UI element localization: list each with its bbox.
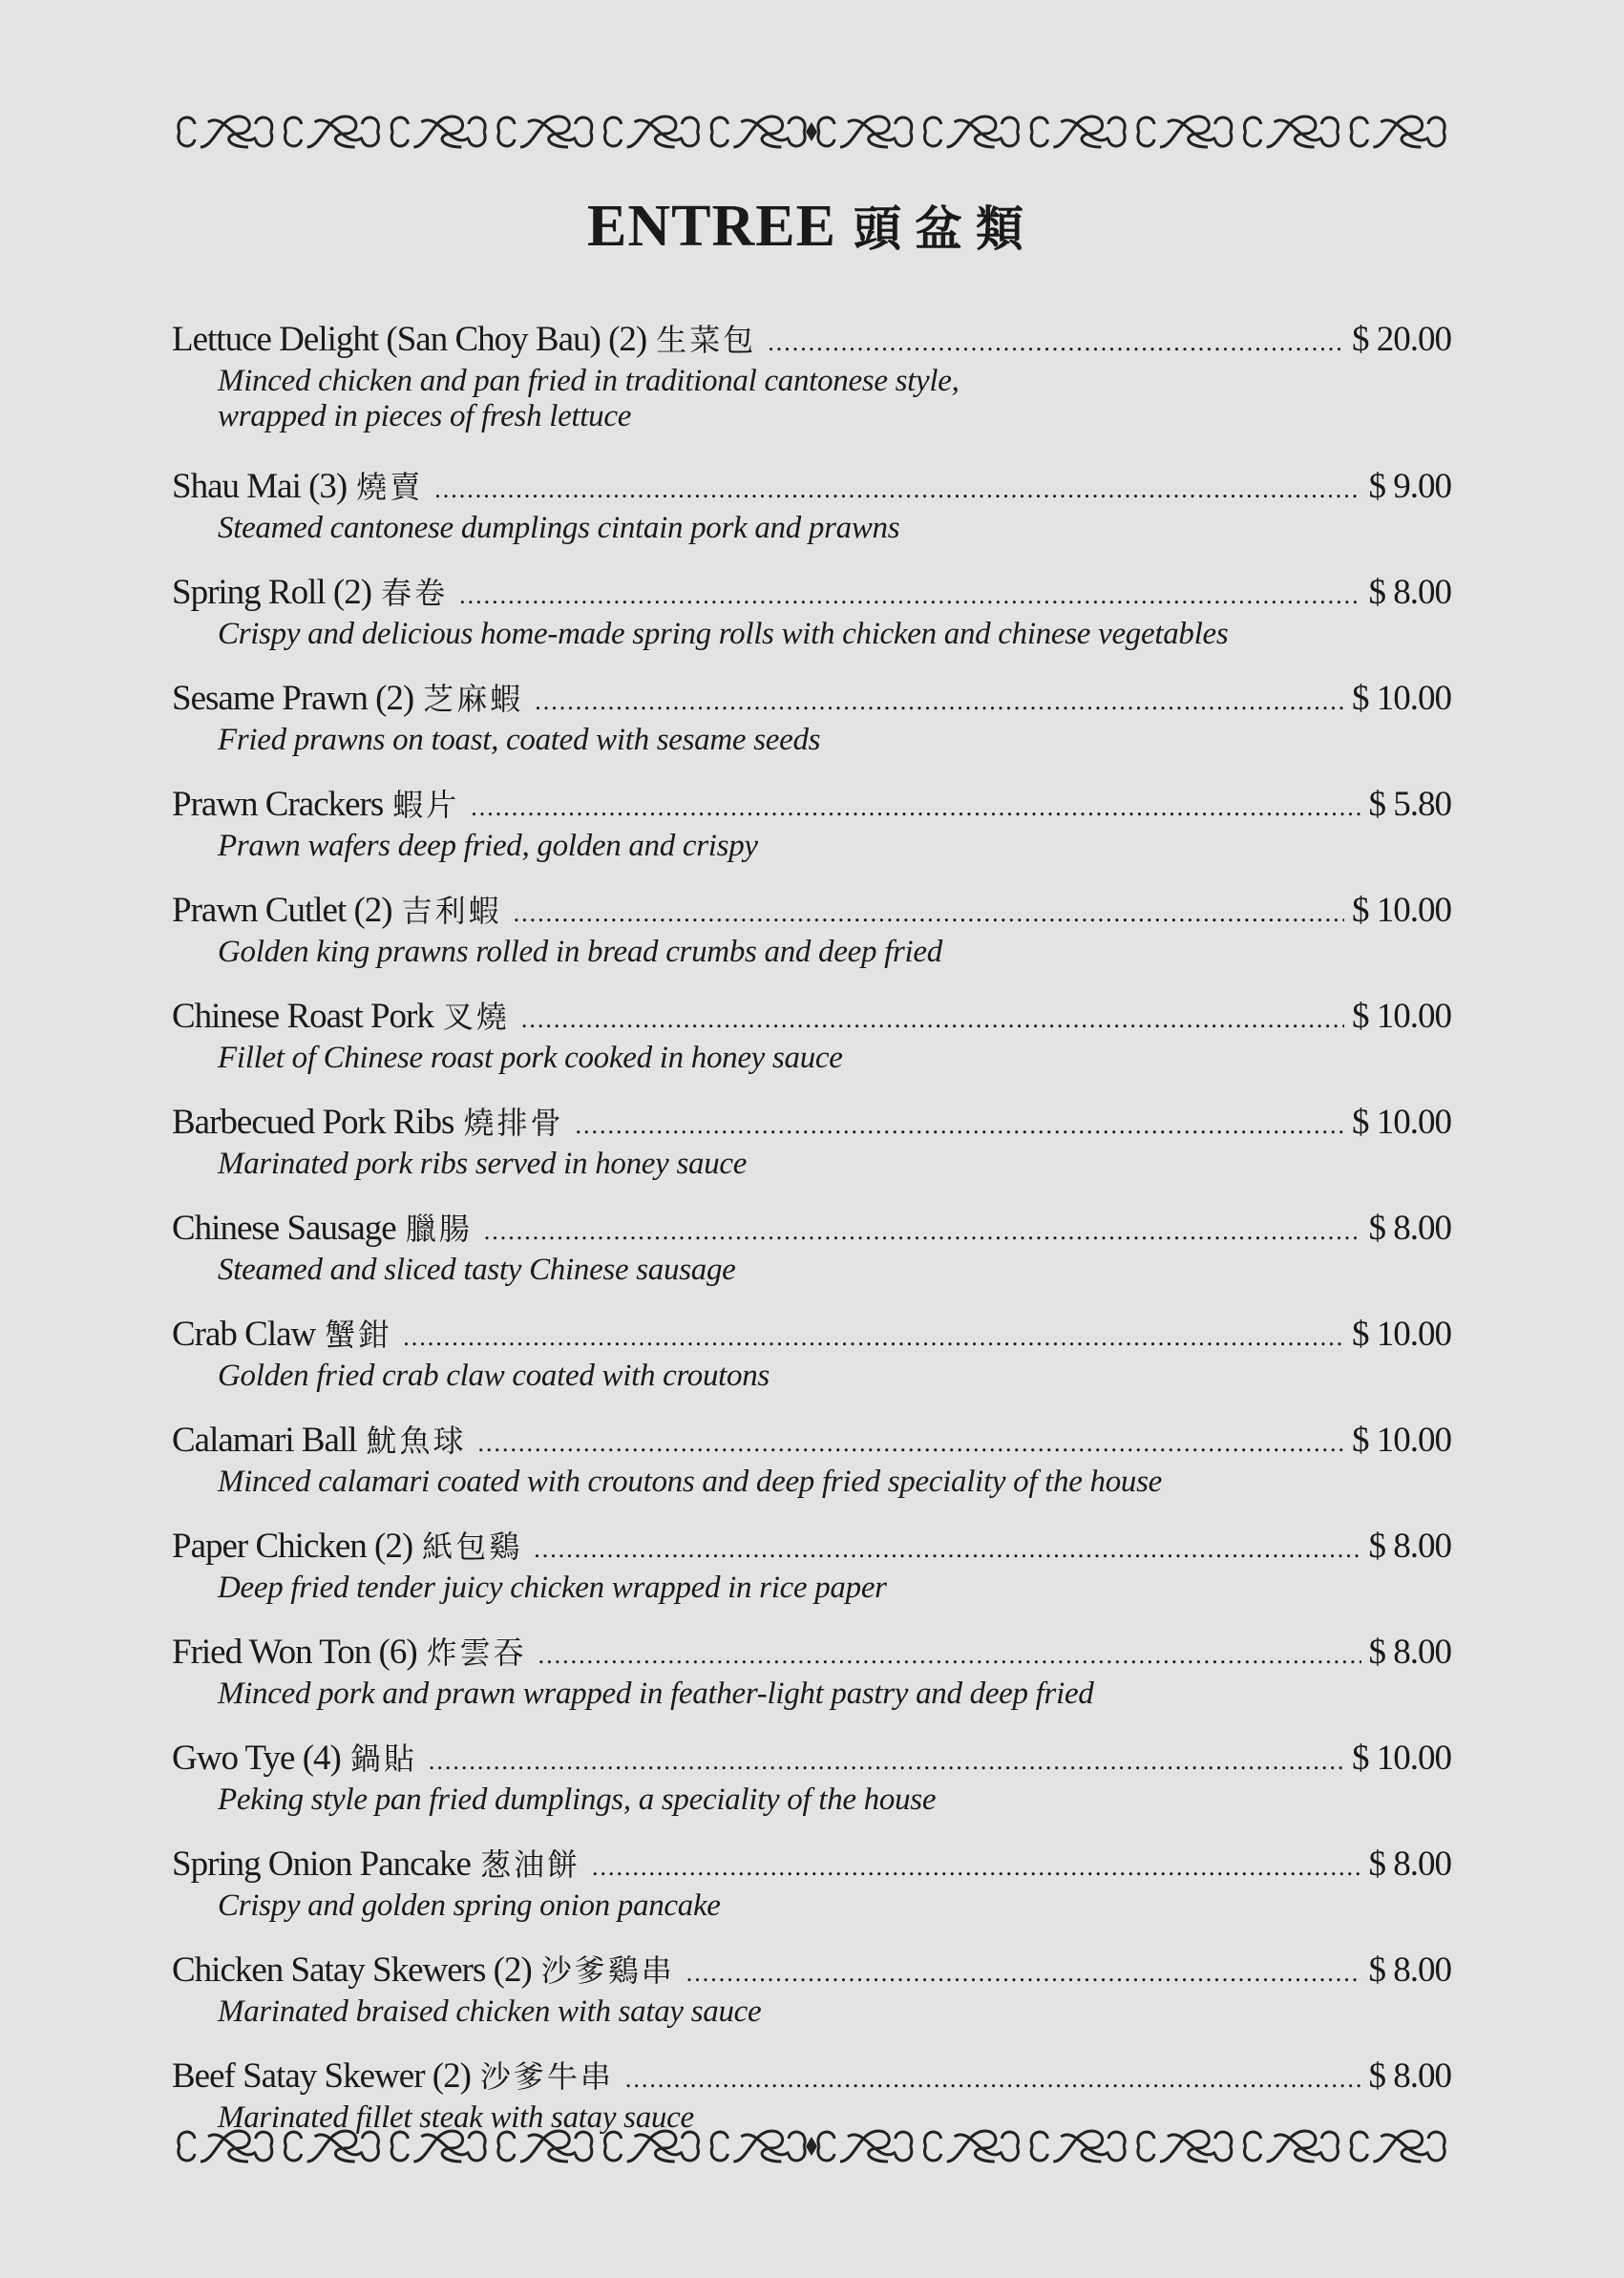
item-description: Minced pork and prawn wrapped in feather-light pastry and deep fried xyxy=(218,1677,1094,1711)
menu-item xyxy=(172,572,1451,652)
menu-item-line xyxy=(172,466,1451,511)
item-name: Chinese Sausage xyxy=(172,1209,396,1248)
dot-leader xyxy=(429,1740,1344,1782)
menu-item-line xyxy=(172,2056,1451,2100)
item-name: Spring Onion Pancake xyxy=(172,1845,471,1884)
scroll-motif xyxy=(498,2131,592,2162)
item-price: $ 10.00 xyxy=(1352,1315,1451,1354)
item-chinese-name: 吉利蝦 xyxy=(401,894,502,928)
item-chinese-name: 紙包鷄 xyxy=(422,1529,523,1564)
dot-leader xyxy=(514,893,1344,935)
scroll-motif xyxy=(1138,116,1232,147)
item-description: Steamed and sliced tasty Chinese sausage xyxy=(218,1253,736,1287)
item-chinese-name: 鍋貼 xyxy=(349,1741,417,1776)
menu-item-line xyxy=(172,1738,1451,1782)
item-chinese-name: 燒排骨 xyxy=(463,1106,564,1140)
item-price: $ 10.00 xyxy=(1352,1103,1451,1142)
page-title xyxy=(0,191,1624,261)
item-name: Barbecued Pork Ribs xyxy=(172,1103,454,1142)
item-chinese-name: 春卷 xyxy=(381,576,449,610)
menu-item-line xyxy=(172,1102,1451,1147)
dot-leader xyxy=(459,575,1360,617)
menu-item xyxy=(172,1526,1451,1606)
menu-item-line xyxy=(172,784,1451,829)
item-chinese-name: 臘腸 xyxy=(405,1212,473,1246)
menu-item xyxy=(172,1420,1451,1500)
item-name: Prawn Crackers xyxy=(172,785,384,824)
scroll-motif xyxy=(818,2131,912,2162)
dot-leader xyxy=(434,469,1360,511)
item-description: Prawn wafers deep fried, golden and crispy xyxy=(218,829,758,863)
item-name: Crab Claw xyxy=(172,1315,316,1354)
menu-item-line xyxy=(172,1632,1451,1677)
item-description: Golden king prawns rolled in bread crumbs and deep fried xyxy=(218,935,942,969)
item-price: $ 8.00 xyxy=(1368,1209,1451,1248)
item-name: Chinese Roast Pork xyxy=(172,997,433,1036)
scroll-motif xyxy=(925,2131,1019,2162)
dot-leader xyxy=(768,322,1344,364)
menu-item-line xyxy=(172,890,1451,935)
bottom-ornament-border xyxy=(172,2123,1451,2169)
scroll-motif xyxy=(1031,2131,1125,2162)
item-description: Deep fried tender juicy chicken wrapped in rice paper xyxy=(218,1571,887,1605)
item-name: Paper Chicken (2) xyxy=(172,1527,413,1566)
title-chinese: 頭盆類 xyxy=(853,202,1037,256)
item-chinese-name: 沙爹牛串 xyxy=(479,2059,614,2094)
item-chinese-name: 叉燒 xyxy=(442,1000,510,1034)
menu-item xyxy=(172,996,1451,1076)
dot-leader xyxy=(592,1846,1361,1888)
item-name: Beef Satay Skewer (2) xyxy=(172,2057,471,2096)
scroll-motif xyxy=(179,116,272,147)
item-price: $ 9.00 xyxy=(1368,467,1451,506)
item-description: Marinated pork ribs served in honey sauce xyxy=(218,1147,748,1181)
menu-item xyxy=(172,890,1451,970)
item-description: Minced chicken and pan fried in traditional cantonese style, wrapped in pieces of fresh lettuce xyxy=(218,364,960,433)
item-chinese-name: 蝦片 xyxy=(392,788,460,822)
item-chinese-name: 蟹鉗 xyxy=(325,1318,392,1352)
item-name: Calamari Ball xyxy=(172,1421,357,1460)
item-description: Peking style pan fried dumplings, a speciality of the house xyxy=(218,1782,937,1817)
menu-item xyxy=(172,1632,1451,1712)
dot-leader xyxy=(575,1105,1344,1147)
menu-item-line xyxy=(172,1844,1451,1888)
item-price: $ 10.00 xyxy=(1352,1739,1451,1778)
item-name: Chicken Satay Skewers (2) xyxy=(172,1951,532,1990)
item-price: $ 8.00 xyxy=(1368,2057,1451,2096)
menu-item-line xyxy=(172,572,1451,617)
item-chinese-name: 芝麻蝦 xyxy=(423,682,524,716)
item-description: Marinated braised chicken with satay sauce xyxy=(218,1994,762,2029)
menu-item-line xyxy=(172,1314,1451,1359)
item-price: $ 8.00 xyxy=(1368,573,1451,612)
menu-item-line xyxy=(172,1420,1451,1465)
item-name: Gwo Tye (4) xyxy=(172,1739,341,1778)
menu-item-line xyxy=(172,319,1451,364)
item-chinese-name: 魷魚球 xyxy=(366,1424,467,1458)
item-name: Lettuce Delight (San Choy Bau) (2) xyxy=(172,320,647,359)
dot-leader xyxy=(534,1529,1360,1571)
item-price: $ 8.00 xyxy=(1368,1633,1451,1672)
item-name: Shau Mai (3) xyxy=(172,467,348,506)
menu-item xyxy=(172,678,1451,758)
scroll-motif xyxy=(818,116,912,147)
menu-item xyxy=(172,1102,1451,1182)
item-chinese-name: 沙爹鷄串 xyxy=(540,1953,675,1988)
dot-leader xyxy=(478,1423,1344,1465)
scroll-motif xyxy=(711,2131,805,2162)
dot-leader xyxy=(535,681,1344,723)
item-description: Marinated fillet steak with satay sauce xyxy=(218,2100,694,2135)
item-price: $ 8.00 xyxy=(1368,1845,1451,1884)
menu-item xyxy=(172,1738,1451,1818)
menu-list xyxy=(172,319,1451,2162)
item-description: Fried prawns on toast, coated with sesame seeds xyxy=(218,723,821,757)
dot-leader xyxy=(484,1211,1361,1253)
item-chinese-name: 葱油餅 xyxy=(479,1847,580,1882)
title-english: ENTREE xyxy=(587,194,836,259)
menu-item-line xyxy=(172,996,1451,1041)
menu-item xyxy=(172,319,1451,434)
dot-leader xyxy=(403,1317,1344,1359)
menu-item xyxy=(172,1208,1451,1288)
item-description: Minced calamari coated with croutons and deep fried speciality of the house xyxy=(218,1465,1162,1499)
scroll-motif xyxy=(179,2131,272,2162)
menu-item-line xyxy=(172,1208,1451,1253)
menu-item-line xyxy=(172,1526,1451,1571)
scroll-motif xyxy=(925,116,1019,147)
item-description: Fillet of Chinese roast pork cooked in honey sauce xyxy=(218,1041,843,1075)
item-price: $ 10.00 xyxy=(1352,1421,1451,1460)
scroll-motif xyxy=(1245,116,1339,147)
item-name: Spring Roll (2) xyxy=(172,573,372,612)
dot-leader xyxy=(471,787,1360,829)
item-name: Sesame Prawn (2) xyxy=(172,679,414,718)
item-price: $ 20.00 xyxy=(1352,320,1451,359)
menu-item-line xyxy=(172,1950,1451,1994)
scroll-motif xyxy=(605,116,699,147)
item-price: $ 5.80 xyxy=(1368,785,1451,824)
menu-item-line xyxy=(172,678,1451,723)
scroll-motif xyxy=(605,2131,699,2162)
menu-item xyxy=(172,784,1451,864)
scroll-motif xyxy=(1351,116,1445,147)
scroll-motif xyxy=(391,2131,485,2162)
item-price: $ 10.00 xyxy=(1352,997,1451,1036)
scroll-motif xyxy=(1138,2131,1232,2162)
menu-item xyxy=(172,466,1451,546)
item-price: $ 8.00 xyxy=(1368,1527,1451,1566)
center-diamond xyxy=(806,2137,817,2156)
item-chinese-name: 炸雲吞 xyxy=(426,1635,527,1670)
dot-leader xyxy=(538,1635,1361,1677)
item-chinese-name: 生菜包 xyxy=(656,323,757,357)
scroll-motif xyxy=(285,116,379,147)
scroll-motif xyxy=(711,116,805,147)
item-chinese-name: 燒賣 xyxy=(356,470,424,504)
item-price: $ 10.00 xyxy=(1352,891,1451,930)
top-ornament-border xyxy=(172,109,1451,155)
item-name: Fried Won Ton (6) xyxy=(172,1633,417,1672)
item-name: Prawn Cutlet (2) xyxy=(172,891,392,930)
dot-leader xyxy=(521,999,1344,1041)
scroll-motif xyxy=(1351,2131,1445,2162)
scroll-motif xyxy=(285,2131,379,2162)
dot-leader xyxy=(686,1952,1361,1994)
item-description: Golden fried crab claw coated with croutons xyxy=(218,1359,770,1393)
center-diamond xyxy=(806,122,817,141)
item-description: Crispy and delicious home-made spring rolls with chicken and chinese vegetables xyxy=(218,617,1229,651)
menu-item xyxy=(172,1844,1451,1924)
scroll-motif xyxy=(498,116,592,147)
item-description: Crispy and golden spring onion pancake xyxy=(218,1888,721,1923)
menu-item xyxy=(172,1950,1451,2030)
scroll-motif xyxy=(391,116,485,147)
scroll-motif xyxy=(1031,116,1125,147)
scroll-motif xyxy=(1245,2131,1339,2162)
menu-item xyxy=(172,1314,1451,1394)
item-price: $ 8.00 xyxy=(1368,1951,1451,1990)
item-description: Steamed cantonese dumplings cintain pork and prawns xyxy=(218,511,900,545)
item-price: $ 10.00 xyxy=(1352,679,1451,718)
dot-leader xyxy=(625,2058,1361,2100)
